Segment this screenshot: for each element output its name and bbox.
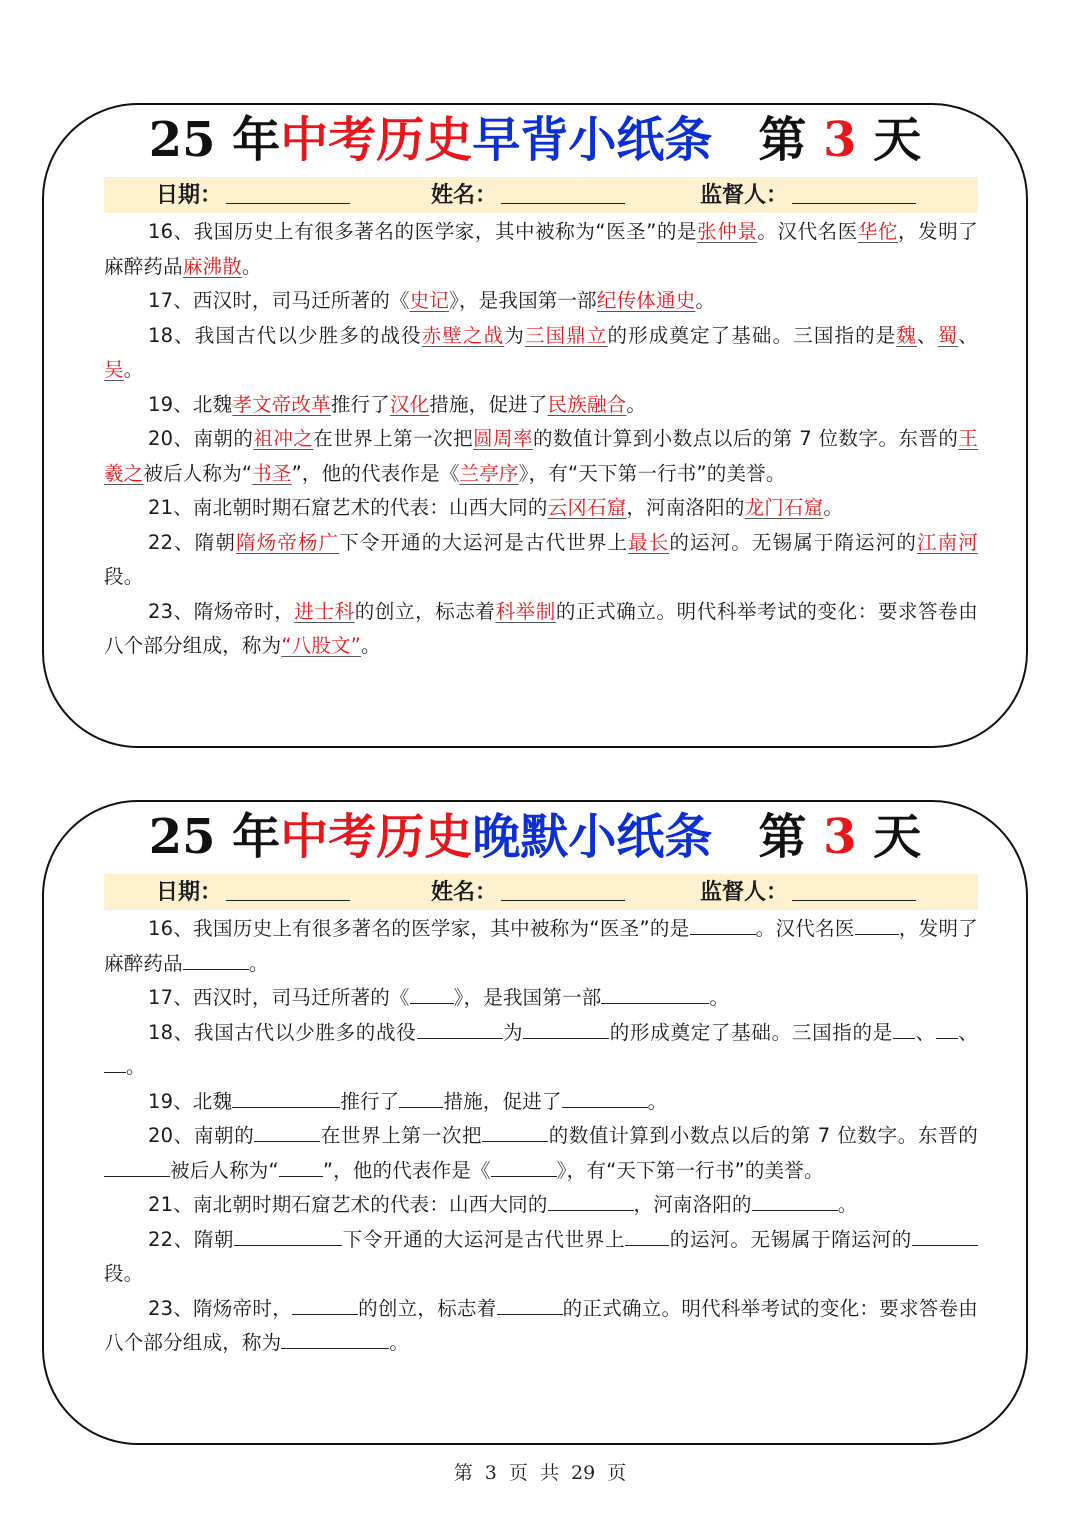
- answer-blank[interactable]: [183, 947, 249, 970]
- question-17: [104, 981, 978, 1016]
- q23-text: 的正式确立。明代科举考试的变化：要求答卷由八个部分组成，称为: [104, 599, 978, 657]
- answer-blank[interactable]: [482, 1119, 548, 1142]
- q20-answer: 书圣: [252, 461, 292, 485]
- supervisor-label: 监督人：: [700, 879, 789, 905]
- q16-text: 。: [248, 951, 269, 975]
- date-field: [156, 874, 350, 910]
- answer-blank[interactable]: [601, 981, 709, 1004]
- q20-text: ”，他的代表作是《: [322, 1158, 491, 1182]
- q20-answer: 兰亭序: [459, 461, 519, 485]
- q19-text: 措施，促进了: [429, 392, 548, 416]
- answer-blank[interactable]: [232, 1085, 340, 1108]
- answer-blank[interactable]: [491, 1154, 557, 1177]
- answer-blank[interactable]: [562, 1085, 648, 1108]
- answer-blank[interactable]: [855, 912, 899, 935]
- q22-text: 段。: [104, 565, 144, 588]
- q20-text: 20、南朝的: [148, 427, 254, 450]
- q20-text: 》，有“天下第一行书”的美誉。: [556, 1158, 824, 1182]
- q23-text: 。: [361, 634, 381, 657]
- answer-blank[interactable]: [104, 1050, 126, 1073]
- name-field: [431, 874, 625, 910]
- supervisor-line[interactable]: [792, 874, 916, 901]
- q22-answer: 江南河: [917, 530, 978, 554]
- q20-answer: 王羲之: [104, 427, 979, 485]
- q21-answer: 云冈石窟: [547, 496, 627, 519]
- name-line[interactable]: [501, 177, 625, 204]
- q18-text: 的形成奠定了基础。三国指的是: [609, 1020, 893, 1044]
- q23-answer: 科举制: [495, 599, 556, 623]
- q18-text: 为: [502, 1020, 524, 1044]
- q17-text: 。: [695, 289, 716, 312]
- answer-blank[interactable]: [497, 1292, 563, 1315]
- answer-blank[interactable]: [399, 1085, 443, 1108]
- q20-text: 20、南朝的: [148, 1124, 255, 1147]
- q20-text: 的数值计算到小数点以后的第 7 位数字。东晋的: [548, 1124, 978, 1147]
- evening-recall-card: [42, 800, 1028, 1445]
- question-list: [104, 215, 978, 664]
- title-day-number: 3: [823, 112, 857, 168]
- question-16: [104, 912, 978, 981]
- answer-blank[interactable]: [548, 1188, 634, 1211]
- q23-answer: “八股文”: [281, 634, 362, 657]
- question-19: [104, 388, 978, 423]
- card-title: [44, 109, 1026, 171]
- q20-text: 在世界上第一次把: [313, 427, 474, 450]
- answer-blank[interactable]: [104, 1154, 170, 1177]
- q19-answer: 孝文帝改革: [232, 392, 331, 416]
- q23-answer: 进士科: [294, 599, 355, 623]
- q18-text: 、: [958, 323, 978, 347]
- q19-text: 19、北魏: [148, 1089, 233, 1113]
- name-field: [431, 177, 625, 213]
- q23-text: 的创立，标志着: [354, 599, 496, 623]
- q16-text: 16、我国历史上有很多著名的医学家，其中被称为“医圣”的是: [148, 220, 698, 243]
- q17-text: 。: [709, 986, 730, 1009]
- title-day-number: 3: [823, 809, 857, 865]
- answer-blank[interactable]: [893, 1016, 915, 1039]
- question-22: [104, 1223, 978, 1292]
- q19-answer: 汉化: [389, 392, 430, 416]
- answer-blank[interactable]: [752, 1188, 838, 1211]
- q16-text: ，发明了麻醉药品: [104, 917, 978, 975]
- q23-text: 。: [389, 1331, 410, 1354]
- q23-text: 的创立，标志着: [358, 1296, 497, 1320]
- q22-text: 段。: [104, 1262, 144, 1285]
- q16-text: 16、我国历史上有很多著名的医学家，其中被称为“医圣”的是: [148, 917, 690, 940]
- q20-text: 的数值计算到小数点以后的第 7 位数字。东晋的: [532, 427, 959, 450]
- question-18: [104, 319, 978, 388]
- name-label: 姓名：: [431, 182, 498, 208]
- q21-text: 21、南北朝时期石窟艺术的代表：山西大同的: [148, 1193, 548, 1216]
- answer-blank[interactable]: [281, 1326, 389, 1349]
- morning-review-card: [42, 103, 1028, 748]
- q18-answer: 三国鼎立: [524, 323, 608, 347]
- question-19: [104, 1085, 978, 1120]
- q18-answer: 赤壁之战: [421, 323, 505, 347]
- q18-answer: 魏: [896, 323, 918, 347]
- answer-blank[interactable]: [292, 1292, 358, 1315]
- q22-text: 的运河。无锡属于隋运河的: [669, 530, 917, 554]
- q21-text: ，河南洛阳的: [626, 496, 745, 519]
- q19-text: 。: [626, 392, 647, 416]
- question-21: [104, 491, 978, 526]
- q19-text: 推行了: [340, 1089, 400, 1113]
- q16-text: 。汉代名医: [757, 220, 858, 243]
- q21-text: ，河南洛阳的: [633, 1193, 752, 1216]
- date-line[interactable]: [226, 177, 350, 204]
- q22-text: 22、隋朝: [148, 1227, 235, 1251]
- q22-text: 下令开通的大运河是古代世界上: [339, 530, 629, 554]
- q22-text: 22、隋朝: [148, 530, 237, 554]
- q18-text: 。: [126, 1055, 146, 1078]
- q23-text: 的正式确立。明代科举考试的变化：要求答卷由八个部分组成，称为: [104, 1296, 978, 1354]
- question-21: [104, 1188, 978, 1223]
- q21-answer: 龙门石窟: [744, 496, 824, 519]
- q20-text: 在世界上第一次把: [320, 1124, 483, 1147]
- title-subject: 中考历史: [280, 809, 473, 865]
- q19-text: 19、北魏: [148, 392, 233, 416]
- date-label: 日期：: [156, 182, 223, 208]
- q22-text: 下令开通的大运河是古代世界上: [342, 1227, 626, 1251]
- q18-text: 的形成奠定了基础。三国指的是: [607, 323, 897, 347]
- name-line[interactable]: [501, 874, 625, 901]
- answer-blank[interactable]: [279, 1154, 323, 1177]
- supervisor-label: 监督人：: [700, 182, 789, 208]
- answer-blank[interactable]: [690, 912, 756, 935]
- question-16: [104, 215, 978, 284]
- q17-text: 17、西汉时，司马迁所著的《: [148, 289, 410, 312]
- date-field: [156, 177, 350, 213]
- supervisor-field: [700, 874, 916, 910]
- question-list: [104, 912, 978, 1361]
- q18-answer: 蜀: [937, 323, 959, 347]
- name-label: 姓名：: [431, 879, 498, 905]
- q16-answer: 华佗: [857, 220, 899, 243]
- q20-text: 被后人称为“: [143, 461, 253, 485]
- q18-text: 为: [504, 323, 525, 347]
- answer-blank[interactable]: [625, 1223, 669, 1246]
- title-year: 25 年: [148, 112, 281, 168]
- title-day-suffix: 天: [873, 112, 922, 168]
- title-subject: 中考历史: [280, 112, 473, 168]
- q19-text: 措施，促进了: [443, 1089, 562, 1113]
- q18-text: 、: [915, 1020, 936, 1044]
- q20-text: 》，有“天下第一行书”的美誉。: [518, 461, 786, 485]
- answer-blank[interactable]: [912, 1223, 978, 1246]
- q18-answer: 吴: [104, 358, 124, 381]
- q17-text: 》，是我国第一部: [449, 289, 597, 312]
- question-23: [104, 595, 978, 664]
- q18-text: 。: [123, 358, 144, 381]
- question-18: [104, 1016, 978, 1085]
- q22-text: 的运河。无锡属于隋运河的: [669, 1227, 912, 1251]
- q18-text: 18、我国古代以少胜多的战役: [148, 1020, 417, 1044]
- answer-blank[interactable]: [936, 1016, 958, 1039]
- info-bar: [104, 874, 978, 910]
- q20-text: ”，他的代表作是《: [291, 461, 460, 485]
- q21-text: 。: [823, 496, 844, 519]
- q21-text: 21、南北朝时期石窟艺术的代表：山西大同的: [148, 496, 548, 519]
- question-23: [104, 1292, 978, 1361]
- question-20: [104, 1119, 978, 1188]
- q16-text: 。: [241, 254, 262, 278]
- title-day-prefix: 第: [758, 112, 807, 168]
- answer-blank[interactable]: [410, 981, 454, 1004]
- supervisor-field: [700, 177, 916, 213]
- title-day-prefix: 第: [758, 809, 807, 865]
- date-label: 日期：: [156, 879, 223, 905]
- q19-answer: 民族融合: [547, 392, 627, 416]
- answer-blank[interactable]: [234, 1223, 342, 1246]
- q16-text: 。汉代名医: [755, 917, 855, 940]
- answer-blank[interactable]: [523, 1016, 609, 1039]
- q22-answer: 隋炀帝杨广: [236, 530, 340, 554]
- q19-text: 推行了: [330, 392, 390, 416]
- q18-text: 18、我国古代以少胜多的战役: [148, 323, 422, 347]
- q17-text: 》，是我国第一部: [453, 986, 602, 1009]
- answer-blank[interactable]: [254, 1119, 320, 1142]
- q23-text: 23、隋炀帝时，: [148, 1296, 292, 1320]
- card-title: [44, 806, 1026, 868]
- q16-text: ，发明了麻醉药品: [104, 220, 978, 278]
- q20-text: 被后人称为“: [170, 1158, 279, 1182]
- q22-answer: 最长: [628, 530, 670, 554]
- info-bar: [104, 177, 978, 213]
- supervisor-line[interactable]: [792, 177, 916, 204]
- q19-text: 。: [647, 1089, 668, 1113]
- title-type: 早背小纸条: [472, 112, 713, 168]
- title-year: 25 年: [148, 809, 281, 865]
- q17-text: 17、西汉时，司马迁所著的《: [148, 986, 410, 1009]
- q17-answer: 纪传体通史: [596, 289, 696, 312]
- answer-blank[interactable]: [417, 1016, 503, 1039]
- page-number: 第 3 页 共 29 页: [453, 1462, 627, 1484]
- q18-text: 、: [957, 1020, 978, 1044]
- question-22: [104, 526, 978, 595]
- title-type: 晚默小纸条: [472, 809, 713, 865]
- question-20: [104, 422, 978, 491]
- q23-text: 23、隋炀帝时，: [148, 599, 295, 623]
- q20-answer: 圆周率: [473, 427, 533, 450]
- q16-answer: 张仲景: [697, 220, 758, 243]
- q16-answer: 麻沸散: [182, 254, 242, 278]
- date-line[interactable]: [226, 874, 350, 901]
- question-17: [104, 284, 978, 319]
- q17-answer: 史记: [409, 289, 450, 312]
- q20-answer: 祖冲之: [253, 427, 314, 450]
- title-day-suffix: 天: [873, 809, 922, 865]
- q21-text: 。: [837, 1193, 858, 1216]
- q18-text: 、: [917, 323, 938, 347]
